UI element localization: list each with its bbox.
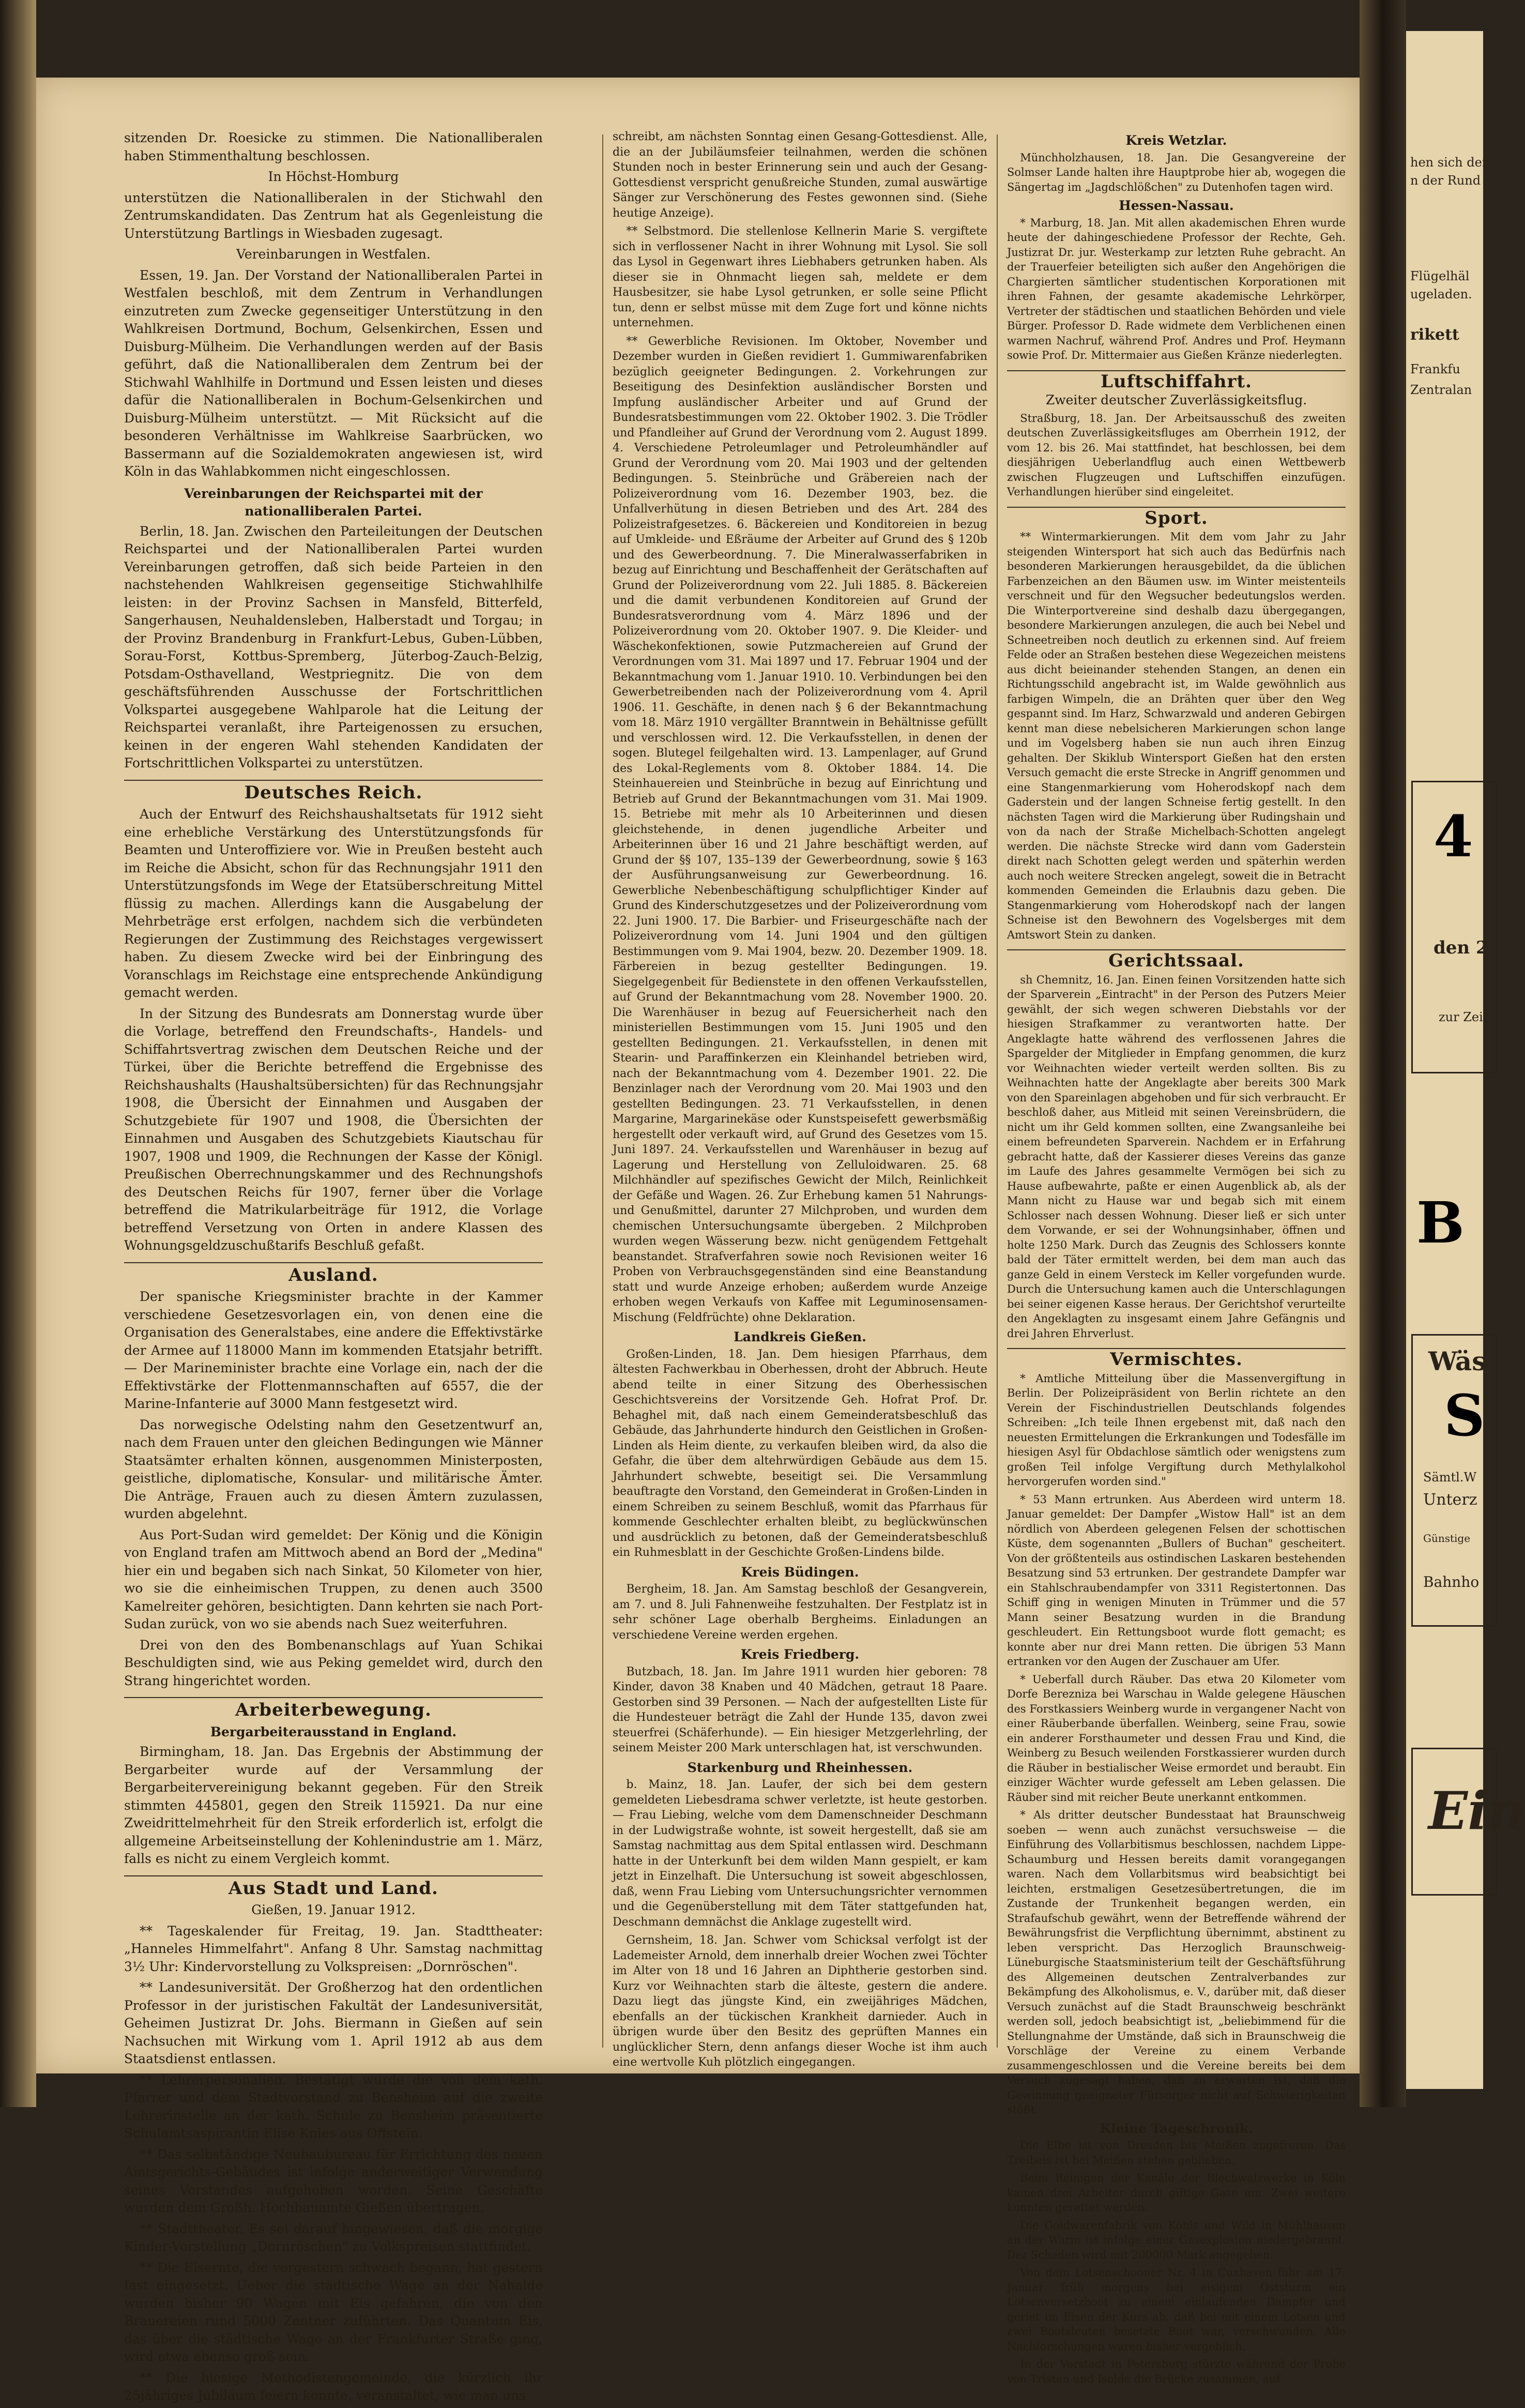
section-heading: Luftschiffahrt. [1007, 370, 1346, 389]
section-heading: Vermischtes. [1007, 1348, 1346, 1367]
section-heading: Arbeiterbewegung. [124, 1697, 543, 1719]
section-heading: Sport. [1007, 507, 1346, 526]
paragraph: * Als dritter deutscher Bundesstaat hat Braunschweig soeben — wenn auch zunächst versuchsweise — die Einführung des Vollarbitismus beschlossen, nachdem Lippe-Schaumburg und Hessen bereits damit vorangegangen waren. Nach dem Vollarbitsmus wird beabsichtigt bei leichten, erstmaligen Gesetzesübertretungen, die im Zustande der Trunkenheit begangen werden, ein Strafaufschub gewährt, wenn der Betreffende während der Bewährungsfrist die Verpflichtung übernimmt, abstinent zu leben verspricht. Das Herzoglich Braunschweig-Lüneburgische Staatsministerium teilt der Geschäftsführung des Allgemeinen deutschen Zentralverbandes zur Bekämpfung des Alkoholismus, e. V., darüber mit, daß dieser Versuch zunächst auf die Stadt Braunschweig beschränkt werden soll, jedoch beabsichtigt ist, „beliebimmend für die Stellungnahme der Umstände, daß sich in Braunschweig die Vorschläge der Vereine zu einem Verbande zusammengeschlossen und die Vereine bereits bei dem Versuch zugesagt haben, daß zu erwarten ist, daß die Gewinnung geeigneter Fürsorger nicht auf Schwierigkeiten stößt. [1007, 1809, 1346, 2116]
column-rule [602, 134, 603, 2048]
fragment-text: n der Rund [1410, 173, 1481, 188]
newspaper-page [36, 78, 1360, 2403]
paragraph: Berlin, 18. Jan. Zwischen den Parteileitungen der Deutschen Reichspartei und der Nationalliberalen Partei wurden Vereinbarungen getroffen, daß sich beide Parteien in den nachstehenden Wahlkreisen gegenseitige Stichwahlhilfe leisten: in der Provinz Sachsen in Mansfeld, Bitterfeld, Sangerhausen, Neuhaldensleben, Halberstadt und Torgau; in der Provinz Brandenburg in Frankfurt-Lebus, Guben-Lübben, Sorau-Forst, Kottbus-Spremberg, Jüterbog-Zauch-Belzig, Potsdam-Osthavelland, Westpriegnitz. Die von dem geschäftsführenden Ausschusse der Fortschrittlichen Volkspartei ausgegebene Wahlparole hat die Leitung der Reichspartei veranlaßt, ihre Parteigenossen zu ersuchen, keinen in der engeren Wahl stehenden Kandidaten der Fortschrittlichen Volkspartei zu unterstützen. [124, 523, 543, 770]
paragraph: Großen-Linden, 18. Jan. Dem hiesigen Pfarrhaus, dem ältesten Fachwerkbau in Oberhessen, droht der Abbruch. Heute abend teilte in einer Sitzung des Oberhessischen Geschichtsvereins der Vorsitzende Geh. Hofrat Prof. Dr. Behaghel mit, daß nach einem Gemeinderatsbeschluß das Gebäude, das Jahrhunderte hindurch den Geistlichen in Großen-Linden als Heim diente, zu verkaufen bleiben wird, da also die Gefahr, die über dem altehrwürdigen Gebäude aus dem 15. Jahrhundert schwebte, beseitigt sei. Die Versammlung beauftragte den Vorstand, den Gemeinderat in Großen-Linden in einem Schreiben zu seinem Beschluß, womit das Pfarrhaus für kommende Geschlechter erhalten bleibt, zu beglückwünschen und ausdrücklich zu betonen, daß der Gemeinderatsbeschluß ein Ruhmesblatt in der Geschichte Großen-Lindens bilde. [613, 1347, 987, 1559]
paragraph: ** Das selbständige Neubaubureau für Errichtung des neuen Amtsgerichts-Gebäudes ist infolge anderweitiger Verwendung seines Vorstandes aufgehoben worden. Seine Geschäfte wurden dem Großh. Hochbauamte Gießen übertragen. [124, 2146, 543, 2215]
column-2 [613, 129, 987, 2073]
subheading: Kleine Tageschronik. [1100, 2121, 1253, 2136]
adjacent-page-fragment [1406, 31, 1525, 2089]
paragraph: * Marburg, 18. Jan. Mit allen akademischen Ehren wurde heute der dahingeschiedene Professor der Rechte, Geh. Justizrat Dr. jur. Westerkamp zur letzten Ruhe gebracht. An der Trauerfeier beteiligten sich außer den Angehörigen die Chargierten sämtlicher studentischen Korporationen mit ihren Fahnen, der gesamte akademische Lehrkörper, Vertreter der städtischen und staatlichen Behörden und viele Bürger. Professor D. Rade widmete dem Verblichenen einen warmen Nachruf, während Prof. Andres und Prof. Heymann sowie Prof. Dr. Mittermaier aus Gießen Kränze niederlegten. [1007, 216, 1346, 361]
advertisement-box [1411, 1334, 1497, 1627]
subheading: Vereinbarungen der Reichspartei mit der nationalliberalen Partei. [184, 486, 483, 519]
fragment-text: Sämtl.W [1423, 1470, 1477, 1485]
subheading: Kreis Friedberg. [740, 1647, 860, 1662]
book-gutter [1360, 0, 1406, 2107]
paragraph: In der Sitzung des Bundesrats am Donnerstag wurde über die Vorlage, betreffend den Freundschafts-, Handels- und Schiffahrtsvertrag zwischen dem Deutschen Reiche und der Türkei, über die Berichte betreffend die Ergebnisse des Reichshaushalts (Haushaltsübersichten) für das Rechnungsjahr 1908, die Übersicht der Einnahmen und Ausgaben der Schutzgebiete für 1907 und 1908, die Übersichten der Einnahmen und Ausgaben des Schutzgebiets Kiautschau für 1907, 1908 und 1909, die Rechnungen der Kasse der Königl. Preußischen Oberrechnungskammer und des Rechnungshofs des Deutschen Reichs für 1907, ferner über die Vorlage betreffend die Matrikularbeiträge für 1912, die Vorlage betreffend Versetzung von Orten in andere Klassen des Wohnungsgeldzuschußtarifs Beschluß gefaßt. [124, 1006, 543, 1253]
paragraph: Gernsheim, 18. Jan. Schwer vom Schicksal verfolgt ist der Lademeister Arnold, dem innerhalb dreier Wochen zwei Töchter im Alter von 18 und 16 Jahren an Diphtherie gestorben sind. Kurz vor Weihnachten starb die älteste, gestern die andere. Dazu liegt das jüngste Kind, ein zweijähriges Mädchen, ebenfalls an der tückischen Krankheit darnieder. Auch in übrigen wurde über den Besitz des geprüften Mannes ein unglücklicher Stern, denn anfangs dieser Woche ist ihm auch eine wertvolle Kuh plötzlich eingegangen. [613, 1934, 987, 2069]
paragraph: Die Elbe ist von Dresden bis Meißen zugefroren. Das Treibeis ist bei Meißen stehen geblieben. [1007, 2139, 1346, 2167]
paragraph: Aus Port-Sudan wird gemeldet: Der König und die Königin von England trafen am Mittwoch abend an Bord der „Medina" hier ein und begaben sich nach Sinkat, 50 Kilometer von hier, wo sie die einheimischen Truppen, zu denen auch 3500 Kamelreiter gehören, besichtigten. Dann kehrten sie nach Port-Sudan zurück, von wo sie abends nach Suez weiterfuhren. [124, 1527, 543, 1631]
paragraph: unterstützen die Nationalliberalen in der Stichwahl den Zentrumskandidaten. Das Zentrum hat als Gegenleistung die Unterstützung Bartlings in Wiesbaden zugesagt. [124, 190, 543, 241]
fragment-text: Flügelhäl [1410, 269, 1470, 283]
subheading: Landkreis Gießen. [734, 1329, 866, 1344]
fragment-text: rikett [1410, 326, 1459, 344]
subheading: Bergarbeiterausstand in England. [210, 1724, 457, 1739]
ad-large-letter: B [1416, 1189, 1465, 1256]
paragraph: Auch der Entwurf des Reichshaushaltsetats für 1912 sieht eine erhebliche Verstärkung des Unterstützungsfonds für Beamten und Unteroffiziere vor. Wie in Preußen besteht auch im Reiche die Absicht, schon für das Rechnungsjahr 1911 den Unterstützungsfonds im Wege der Etatsüberschreitung Mittel flüssig zu machen. Allerdings kann die Ausgabelung der Mehrbeträge erst erfolgen, nachdem sich die verbündeten Regierungen der Zustimmung des Reichstages vergewissert haben. Zu diesem Zwecke wird bei der Einbringung des Voranschlags im Reichstage eine entsprechende Ankündigung gemacht werden. [124, 807, 543, 1000]
paragraph: Bergheim, 18. Jan. Am Samstag beschloß der Gesangverein, am 7. und 8. Juli Fahnenweihe festzuhalten. Der Festplatz ist in sehr schöner Lage oberhalb Bergheims. Einladungen an verschiedene Vereine werden ergehen. [613, 1583, 987, 1642]
subheading: In Höchst-Homburg [268, 169, 399, 184]
fragment-text: Zentralan [1410, 383, 1472, 397]
subheading: Kreis Wetzlar. [1125, 133, 1227, 148]
paragraph: Beim Reinigen der Kanäle der Blechwalzwerke in Köln kamen drei Arbeiter durch giftige Gase um. Zwei weitere konnten gerettet werden. [1007, 2172, 1346, 2214]
fragment-text: zur Zeit [1439, 1010, 1488, 1024]
paragraph: Drei von den des Bombenanschlags auf Yuan Schikai Beschuldigten sind, wie aus Peking gemeldet wird, durch den Strang hingerichtet worden. [124, 1637, 543, 1688]
paragraph: ** Lehrerpersonalien. Bestätigt wurde die von dem kath. Pfarrer und dem Stadtvorstand zu Bensheim auf die zweite Lehrerinstelle an der kath. Schule zu Bensheim präsentierte Schulamtsaspirantin Elise Knies aus Offstein. [124, 2072, 543, 2141]
paragraph: Das norwegische Odelsting nahm den Gesetzentwurf an, nach dem Frauen unter den gleichen Bedingungen wie Männer Staatsämter erhalten können, ausgenommen Ministerposten, geistliche, diplomatische, Konsular- und militärische Ämter. Die Anträge, Frauen auch zu diesen Ämtern zuzulassen, wurden abgelehnt. [124, 1417, 543, 1521]
scan-edge [0, 0, 36, 2107]
paragraph: * 53 Mann ertrunken. Aus Aberdeen wird unterm 18. Januar gemeldet: Der Dampfer „Wistow Hall" ist an dem nördlich von Aberdeen gelegenen Felsen der schottischen Küste, dem sogenannten „Bullers of Buchan" gescheitert. Von der größtenteils aus ostindischen Laskaren bestehenden Besatzung sind 53 ertrunken. Der gestrandete Dampfer war ein Stahlschraubendampfer von 3311 Registertonnen. Das Schiff ging in wenigen Minuten in Trümmer und die 57 Mann seiner Besatzung wurden in die Brandung geschleudert. Ein Rettungsboot wurde flott gemacht; es konnte aber nur drei Mann retten. Die übrigen 53 Mann ertranken vor den Augen der Zuschauer am Ufer. [1007, 1493, 1346, 1668]
paragraph: Münchholzhausen, 18. Jan. Die Gesangvereine der Solmser Lande halten ihre Hauptprobe hier ab, wogegen die Sängertag im „Jagdschlößchen" zu Dutenhofen tagen wird. [1007, 151, 1346, 193]
paragraph: sh Chemnitz, 16. Jan. Einen feinen Vorsitzenden hatte sich der Sparverein „Eintracht" in der Person des Putzers Meier gewählt, der sich wegen schweren Diebstahls vor der hiesigen Strafkammer zu verantworten hatte. Der Angeklagte hatte während des verflossenen Jahres die Spargelder der Mitglieder in Empfang genommen, die kurz vor Weihnachten wieder verteilt werden sollten. Bis zu Weihnachten hatte der Angeklagte aber bereits 300 Mark von den Spareinlagen abgehoben und für sich verbraucht. Er beschloß daher, aus Mitleid mit seinen Vereinsbrüdern, die nicht um ihr Geld kommen sollten, eine Zwangsanleihe bei einem befreundeten Sparverein. Nachdem er in Erfahrung gebracht hatte, daß der Kassierer dieses Vereins das ganze im Laufe des Jahres gesammelte Vermögen bei sich zu Hause aufbewahrte, paßte er einen Augenblick ab, als der Mann nicht zu Hause war und begab sich mit einem Schlosser nach dessen Wohnung. Dieser ließ er sich unter dem Vorwande, er sei der Wohnungsinhaber, öffnen und holte 1250 Mark. Durch das Zeugnis des Schlossers konnte bald der Täter ermittelt werden, bei dem man auch das ganze Geld in einem Versteck im Keller vorgefunden wurde. Durch die Untersuchung kamen auch die Unterschlagungen bei seiner eigenen Kasse heraus. Der Gerichtshof verurteilte den Angeklagten zu insgesamt einem Jahre Gefängnis und drei Jahren Ehrverlust. [1007, 973, 1346, 1340]
paragraph: ** Stadttheater. Es sei darauf hingewiesen, daß die morgige Kinder-Vorstellung „Dornröschen" zu Volkspreisen stattfindet. [124, 2221, 543, 2254]
fragment-text: ugeladen. [1410, 287, 1472, 301]
fragment-text: hen sich der [1410, 155, 1488, 170]
paragraph: Birmingham, 18. Jan. Das Ergebnis der Abstimmung der Bergarbeiter wurde auf der Versammlung der Bergarbeitervereinigung bekannt gegeben. Für den Streik stimmten 445801, gegen den Streik 115921. Da nur eine Zweidrittelmehrheit für den Streik erforderlich ist, erfolgt die allgemeine Arbeitseinstellung der Kohlenindustrie am 1. März, falls es nicht zu einem Vergleich kommt. [124, 1744, 543, 1866]
paragraph: ** Gewerbliche Revisionen. Im Oktober, November und Dezember wurden in Gießen revidiert 1. Gummiwarenfabriken bezüglich geeigneter Bedingungen. 2. Vorkehrungen zur Beseitigung des Desinfektion ausländischer Borsten und Impfung ausländischer Arbeiter und auf Grund der Bundesratsbestimmungen vom 22. Oktober 1902. 3. Die Trödler und Pfandleiher auf Grund der Verordnung vom 2. August 1899. 4. Verschiedene Petroleumlager und Petroleumhändler auf Grund der Verordnung vom 20. Mai 1903 und der geltenden Bedingungen. 5. Steinbrüche und Gräbereien nach der Polizeiverordnung vom 16. Dezember 1903, bez. die Unfallverhütung in diesen Betrieben und des Art. 284 des Polizeistrafgesetzes. 6. Bäckereien und Konditoreien in bezug auf Umkleide- und Eßräume der Arbeiter auf Grund des § 120b und des Gewerbeordnung. 7. Die Mineralwasserfabriken in bezug auf Einrichtung und Beschaffenheit der Gerätschaften auf Grund der Polizeiverordnung vom 22. Juli 1885. 8. Bäckereien und die damit verbundenen Konditoreien auf Grund der Bundesratsverordnung vom 4. März 1896 und der Polizeiverordnung vom 20. Oktober 1907. 9. Die Kleider- und Wäschekonfektionen, sowie Putzmachereien auf Grund der Verordnungen vom 31. Mai 1897 und 17. Februar 1904 und der Bekanntmachung vom 1. Januar 1910. 10. Verbindungen bei den Gewerbetreibenden nach der Polizeiverordnung vom 4. April 1906. 11. Geschäfte, in denen nach § 6 der Bekanntmachung vom 18. März 1910 vergällter Branntwein in Behältnisse gefüllt und verschlossen wird. 12. Die Verkaufsstellen, in denen der sogen. Blutegel feilgehalten wird. 13. Lampenlager, auf Grund des Lokal-Reglements vom 8. Oktober 1884. 14. Die Steinhauereien und Steinbrüche in bezug auf Einrichtung und Betrieb auf Grund der Bekanntmachungen vom 31. Mai 1909. 15. Betriebe mit mehr als 10 Arbeiterinnen und diesen gleichstehende, in denen jugendliche Arbeiter und Arbeiterinnen über 16 und 21 Jahre beschäftigt werden, auf Grund der §§ 107, 135–139 der Gewerbeordnung, sowie § 163 der Ausführungsanweisung zur Gewerbeordnung. 16. Gewerbliche Nebenbeschäftigung schulpflichtiger Kinder auf Grund des Kinderschutzgesetzes und der Polizeiverordnung vom 22. Juni 1900. 17. Die Barbier- und Friseurgeschäfte nach der Polizeiverordnung vom 14. Juni 1904 und den gültigen Bestimmungen vom 9. Mai 1904, bezw. 20. Dezember 1909. 18. Färbereien in bezug gestellter Bedingungen. 19. Siegelgegenbeit für Bedienstete in den offenen Verkaufsstellen, auf Grund der Bekanntmachung vom 28. November 1900. 20. Die Warenhäuser in bezug auf Feuersicherheit nach den ministeriellen Bestimmungen vom 15. Juni 1905 und den gestellten Bedingungen. 21. Verkaufsstellen, in denen mit Stearin- und Paraffinkerzen ein Kleinhandel betrieben wird, nach der Bekanntmachung vom 4. Dezember 1901. 22. Die Benzinlager nach der Verordnung vom 20. Mai 1903 und den gestellten Bedingungen. 23. 71 Verkaufsstellen, in denen Margarine, Margarinekäse oder Kunstspeisefett gewerbsmäßig hergestellt oder verkauft wird, auf Grund des Gesetzes vom 15. Juni 1897. 24. Verkaufsstellen und Warenhäuser in bezug auf Lagerung und Herstellung von Zelluloidwaren. 25. 68 Milchhändler auf spezifisches Gewicht der Milch, Reinlichkeit der Gefäße und Wagen. 26. Zur Erhebung kamen 51 Nahrungs- und Genußmittel, darunter 27 Milchproben, und wurden dem chemischen Untersuchungsamte übergeben. 2 Milchproben wurden wegen Wässerung bezw. nicht genügendem Fettgehalt beanstandet. Strafverfahren sowie noch Revisionen weiter 16 Proben von Verbrauchsgegenständen sind eine Beanstandung statt und wurde Anzeige erhoben; außerdem wurde Anzeige erhoben wegen Verkaufs von Kaffee mit Leguminosensamen-Mischung (Feldfrüchte) ohne Deklaration. [613, 335, 987, 1324]
fragment-text: Bahnho [1423, 1573, 1480, 1591]
paragraph: Straßburg, 18. Jan. Der Arbeitsausschuß des zweiten deutschen Zuverlässigkeitsfluges am Oberrhein 1912, der vom 12. bis 26. Mai stattfindet, hat beschlossen, bei dem diesjährigen Ueberlandflug auch einen Wettbewerb zwischen Flugzeugen und Luftschiffen einzufügen. Verhandlungen hierüber sind eingeleitet. [1007, 412, 1346, 498]
paragraph: ** Tageskalender für Freitag, 19. Jan. Stadttheater: „Hanneles Himmelfahrt". Anfang 8 Uhr. Samstag nachmittag 3½ Uhr: Kindervorstellung zu Volkspreisen: „Dornröschen". [124, 1923, 543, 1974]
paragraph: Von dem Lotsenschooner Nr. 4 in Cuxhaven führ am 17. Januar früh morgens bei eisigem Oststurm ein Lotsenversetzboot zu einem einlaufenden Dampfer und geriet im Eisen der Kurs ab, daß bei mit einem Lotsen und zwei Bootsleuten besetzte Boot war, verschwunden. Alle Nachforschungen waren bisher vergeblich. [1007, 2266, 1346, 2353]
subheading: Hessen-Nassau. [1119, 198, 1234, 213]
dateline: Gießen, 19. Januar 1912. [251, 1902, 416, 1917]
subheading: Zweiter deutscher Zuverlässigkeitsflug. [1045, 392, 1307, 407]
paragraph: Die Goldwarenfabrik von Köhls und Wild in Mühlhausen an der Warm ist infolge einer Gasexplosion niedergebrannt. Der Schaden wird mit 200000 Mark angegeben. [1007, 2219, 1346, 2261]
paragraph: * Amtliche Mitteilung über die Massenvergiftung in Berlin. Der Polizeipräsident von Berlin richtete an den Verein der Fischindustriellen Deutschlands folgendes Schreiben: „Ich teile Ihnen ergebenst mit, daß nach den neuesten Ermittelungen die Erkrankungen und Todesfälle im hiesigen Asyl für Obdachlose sämtlich oder wenigstens zum großen Teil infolge Vergiftung durch Methylalkohol hervorgerufen worden sind." [1007, 1372, 1346, 1488]
ad-large-letter: S [1444, 1382, 1485, 1449]
fragment-text: Wäs [1428, 1346, 1487, 1376]
subheading: Kreis Büdingen. [741, 1564, 859, 1580]
paragraph: sitzenden Dr. Roesicke zu stimmen. Die Nationalliberalen haben Stimmenthaltung beschlossen. [124, 130, 543, 163]
advertisement-box [1411, 1748, 1525, 1896]
paragraph: ** Landesuniversität. Der Großherzog hat den ordentlichen Professor in der juristischen Fakultät der Landesuniversität, Geheimen Justizrat Dr. Johs. Biermann in Gießen auf sein Nachsuchen mit Wirkung vom 1. April 1912 ab aus dem Staatsdienst entlassen. [124, 1980, 543, 2066]
section-heading: Gerichtssaal. [1007, 949, 1346, 968]
subheading: Starkenburg und Rheinhessen. [687, 1760, 913, 1775]
section-heading: Aus Stadt und Land. [124, 1875, 543, 1898]
paragraph: ** Wintermarkierungen. Mit dem vom Jahr zu Jahr steigenden Wintersport hat sich auch das Bedürfnis nach besonderen Markierungen herausgebildet, da die üblichen Farbenzeichen an den Bäumen usw. im Winter meistenteils verschneit und für den Wegsucher bedeutungslos werden. Die Winterportvereine sind deshalb dazu übergegangen, besondere Markierungen anzulegen, die auch bei Nebel und Schneetreiben noch deutlich zu erkennen sind. Auf freiem Felde oder an Straßen bestehen diese Wegezeichen meistens aus dicht beieinander stehenden Stangen, an denen ein Richtungsschild angebracht ist, im Walde gewöhnlich aus farbigen Wimpeln, die an Drähten quer über den Weg gespannt sind. Im Harz, Schwarzwald und anderen Gebirgen kennt man diese nebelsicheren Markierungen schon lange und im Vogelsberg haben sie nun auch ihren Einzug gehalten. Der Skiklub Wintersport Gießen hat den ersten Versuch gemacht die erste Strecke in Angriff genommen und eine Stangenmarkierung vom Hoherodskopf nach dem Gaderstein und der langen Schneise fertig gestellt. In den nächsten Tagen wird die Markierung über Rudingshain und von da nach der Straße Michelbach-Schotten angelegt werden. Die nächste Strecke wird dann vom Gaderstein direkt nach Schotten gelegt werden und späterhin werden auch noch weitere Strecken angelegt, soweit die in Betracht kommenden Gemeinden die Erlaubnis dazu geben. Die Stangenmarkierung vom Hoherodskopf nach der langen Schneise ist den Bewohnern des Vogelsberges mit dem Amtswort Stein zu danken. [1007, 531, 1346, 941]
advertisement-box [1411, 781, 1497, 1073]
paragraph: * Ueberfall durch Räuber. Das etwa 20 Kilometer vom Dorfe Berezniza bei Warschau in Walde gelegene Häuschen des Forstkassiers Weinberg wurde in vergangener Nacht von einer Räuberbande überfallen. Weinberg, seine Frau, sowie ein anderer Forsthaumeter und dessen Frau und Kind, die Weinberg zu Besuch weilenden Forstkassierer wurden durch die Räuber in bestialischer Weise ermordet und beraubt. Ein einziger Wächter wurde gefesselt am Leben gelassen. Die Räuber sind mit reicher Beute unerkannt entkommen. [1007, 1673, 1346, 1804]
column-1 [124, 129, 543, 2408]
column-3 [1007, 129, 1346, 2389]
paragraph: Essen, 19. Jan. Der Vorstand der Nationalliberalen Partei in Westfalen beschloß, mit dem Zentrum in Verhandlungen einzutreten zum Zwecke gegenseitiger Unterstützung in den Wahlkreisen Dortmund, Bochum, Gelsenkirchen, Essen und Duisburg-Mülheim. Die Verhandlungen werden auf der Basis geführt, daß die Nationalliberalen dem Zentrum bei der Stichwahl Wahlhilfe in Dortmund und Essen leisten und dieses dafür die Nationalliberalen in Bochum-Gelsenkirchen und Duisburg-Mülheim unterstützt. — Mit Rücksicht auf die besonderen Verhältnisse im Wahlkreise Saarbrücken, wo Bassermann auf die Sozialdemokraten angewiesen ist, wird Köln in das Wahlabkommen nicht eingeschlossen. [124, 267, 543, 479]
fragment-text: den 2 [1433, 937, 1488, 958]
paragraph: Butzbach, 18. Jan. Im Jahre 1911 wurden hier geboren: 78 Kinder, davon 38 Knaben und 40 Mädchen, getraut 18 Paare. Gestorben sind 39 Personen. — Nach der aufgestellten Liste für die Hundesteuer beträgt die Zahl der Hunde 135, davon zwei steuerfrei (Schäferhunde). — Ein hiesiger Metzgerlehrling, der seinem Meister 200 Mark unterschlagen hat, ist verschwunden. [613, 1665, 987, 1754]
fragment-text: Günstige [1423, 1532, 1471, 1544]
ad-large-digit: 4 [1433, 803, 1473, 870]
paragraph: schreibt, am nächsten Sonntag einen Gesang-Gottesdienst. Alle, die an der Jubiläumsfeier teilnahmen, werden die schönen Stunden noch in bester Erinnerung sein und auch der Gesang-Gottesdienst verspricht genußreiche Stunden, zumal auswärtige Sänger zur Verschönerung des Festes gewonnen sind. (Siehe heutige Anzeige). [613, 130, 987, 220]
subheading: Vereinbarungen in Westfalen. [236, 247, 431, 262]
fragment-text: Ein [1428, 1780, 1525, 1841]
section-heading: Deutsches Reich. [124, 780, 543, 802]
column-rule [997, 134, 998, 2048]
paragraph: ** Selbstmord. Die stellenlose Kellnerin Marie S. vergiftete sich in verflossener Nacht in ihrer Wohnung mit Lysol. Sie soll das Lysol in Gegenwart ihres Liebhabers getrunken haben. Als dieser sie in Ohnmacht liegen sah, meldete er dem Hausbesitzer, sie habe Lysol getrunken, er solle seine Pflicht tun, denn er selbst müsse mit dem Zuge fort und könne nichts unternehmen. [613, 225, 987, 329]
fragment-text: Unterz [1423, 1491, 1477, 1509]
fragment-text: Frankfu [1410, 362, 1460, 376]
paragraph: ** Die hiesige Methodistengemeinde, die kürzlich ihr 25jähriges Jubiläum feiern konnte, veranstaltet, wie man uns [124, 2370, 543, 2403]
paragraph: b. Mainz, 18. Jan. Laufer, der sich bei dem gestern gemeldeten Liebesdrama schwer verletzte, ist heute gestorben. — Frau Liebing, welche vom dem Damenschneider Deschmann in der Ludwigstraße wohnte, ist soweit hergestellt, daß sie am Samstag nachmittag aus dem Spital entlassen wird. Deschmann hatte in der Unterkunft bei dem wilden Mann gespielt, er kam jetzt in Einzelhaft. Die Untersuchung ist soweit abgeschlossen, daß, wenn Frau Liebing vom Untersuchungsrichter vernommen und die Gegenüberstellung mit dem Täter stattgefunden hat, Deschmann demnächst die Anklage zugestellt wird. [613, 1778, 987, 1929]
paragraph: ** Die Eisernte, die vorgestern schwach begann, hat gestern fast eingesetzt. Ueber die städtische Wage an der Nahalde wurden bisher 90 Wagen mit Eis gefahren, die von den Brauereien rund 5000 Zentner zuführten. Das Quantum Eis, das über die städtische Wage an der Frankfurter Straße ging, wird etwa ebenso groß sein. [124, 2260, 543, 2364]
paragraph: In der Vorstadt in Petersburg stürzte während der Probe von Tristan und Isolde die Brücke zusammen, auf [1007, 2358, 1346, 2385]
section-heading: Ausland. [124, 1262, 543, 1284]
paragraph: Der spanische Kriegsminister brachte in der Kammer verschiedene Gesetzesvorlagen ein, von denen eine die Organisation des Generalstabes, eine andere die Effektivstärke der Armee auf 118000 Mann im kommenden Etatsjahr betrifft. — Der Marineminister brachte eine Vorlage ein, nach der die Effektivstärke der Flottenmannschaften auf 6557, die der Marine-Infanterie auf 3000 Mann festgesetzt wird. [124, 1289, 543, 1411]
